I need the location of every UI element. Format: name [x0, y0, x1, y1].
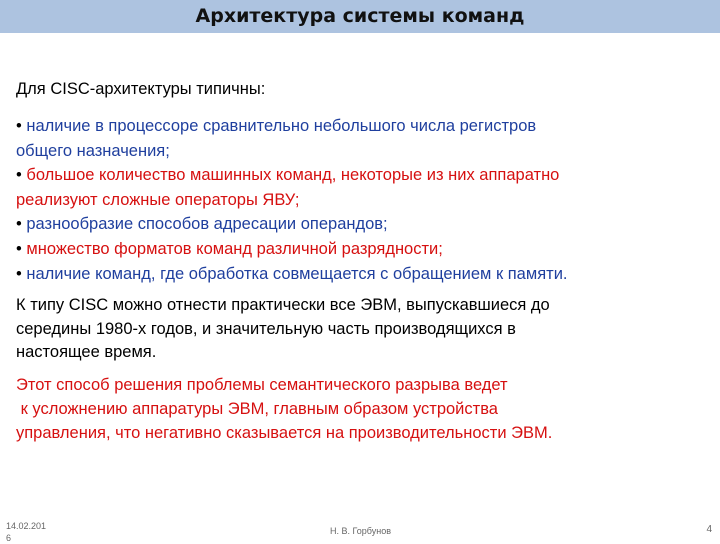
bullet-text: большое количество машинных команд, некоторые из них аппаратно: [21, 166, 560, 185]
bullet-text: разнообразие способов адресации операндов;: [21, 215, 388, 234]
footer-date-line: 14.02.201: [6, 521, 47, 531]
bullet-item-memory: [16, 262, 704, 287]
bullet-item-addressing: [16, 212, 704, 237]
bullet-text: наличие команд, где обработка совмещается с обращением к памяти.: [21, 264, 568, 283]
bullet-marker: •: [16, 264, 22, 283]
bullet-list: [16, 114, 704, 286]
paragraph-line: к усложнению аппаратуры ЭВМ, главным образом устройства: [16, 400, 498, 418]
paragraph-line: управления, что негативно сказывается на производительности ЭВМ.: [16, 424, 553, 442]
footer-author: Н. В. Горбунов: [330, 526, 392, 536]
paragraph-line: Этот способ решения проблемы семантического разрыва ведет: [16, 376, 508, 394]
bullet-text: общего назначения;: [16, 141, 170, 160]
footer-date: [6, 520, 46, 544]
bullet-marker: •: [16, 215, 22, 234]
paragraph-line: середины 1980-х годов, и значительную часть производящихся в: [16, 319, 516, 338]
paragraph-line: настоящее время.: [16, 343, 157, 361]
footer-date-line: 6: [6, 533, 12, 543]
bullet-text: наличие в процессоре сравнительно небольшого числа регистров: [21, 117, 537, 135]
semantic-gap-paragraph: [16, 373, 704, 445]
bullet-item-formats: [16, 237, 704, 262]
bullet-item-registers-cont: [16, 139, 704, 164]
bullet-text: множество форматов команд различной разрядности;: [21, 239, 443, 258]
bullet-marker: •: [16, 166, 22, 185]
paragraph-line: К типу CISC можно отнести практически все ЭВМ, выпускавшиеся до: [16, 296, 550, 314]
bullet-item-commands-cont: [16, 188, 704, 213]
cisc-history-paragraph: [16, 294, 704, 365]
intro-text: Для CISC-архитектуры типичны:: [16, 80, 266, 98]
bullet-text: реализуют сложные операторы ЯВУ;: [16, 190, 300, 209]
page-number: 4: [706, 524, 712, 535]
bullet-item-commands: [16, 163, 704, 188]
bullet-item-registers: [16, 114, 704, 139]
bullet-marker: •: [16, 117, 22, 135]
slide-title: Архитектура системы команд: [195, 5, 525, 27]
bullet-marker: •: [16, 239, 22, 258]
